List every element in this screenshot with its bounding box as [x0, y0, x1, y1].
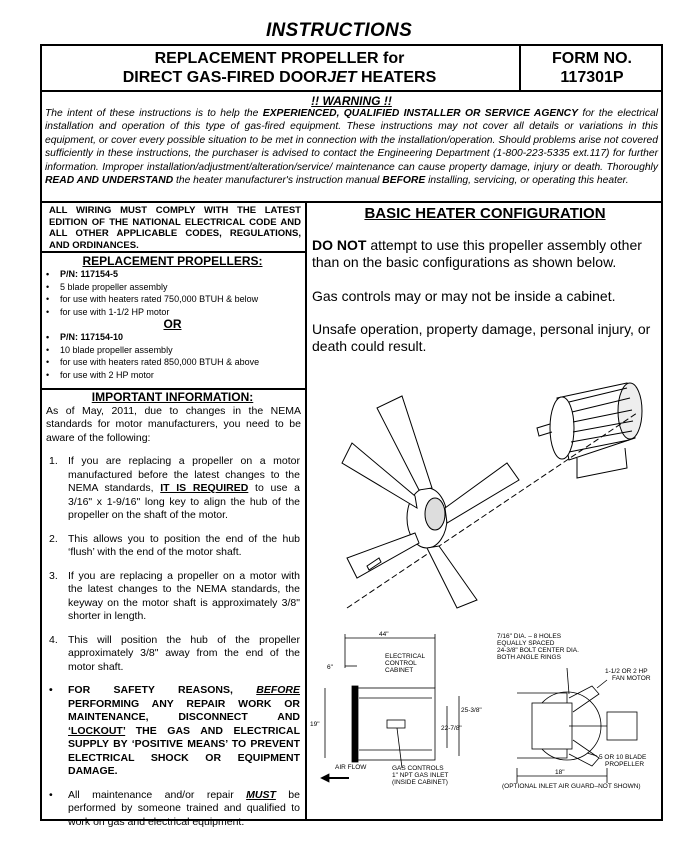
list-item: • 5 blade propeller assembly [46, 281, 305, 294]
motor-propeller-illustration [307, 368, 663, 623]
propeller-blade [427, 546, 477, 608]
title-line-1: REPLACEMENT PROPELLER for [154, 50, 405, 67]
warning-text-1: The intent of these instructions is to help the [45, 108, 263, 119]
list-item: • 10 blade propeller assembly [46, 344, 305, 357]
title-part-jet: JET [327, 69, 357, 86]
item-text: This allows you to position the end of the hub ‘flush’ with the end of the motor shaft. [68, 532, 300, 558]
replacement-propellers-section [40, 253, 305, 390]
dim-19: 19" [310, 721, 320, 728]
paragraph-text: attempt to use this propeller assembly other than on the basic configurations as shown below. [312, 237, 642, 270]
item-emphasis: MUST [246, 788, 276, 801]
list-item [40, 684, 305, 779]
title-part-a: DIRECT GAS-FIRED DOOR [122, 69, 328, 86]
title-line-2 [40, 68, 519, 87]
list-item: • for use with heaters rated 850,000 BTUH & above [46, 356, 305, 369]
dim-22: 22-7/8" [441, 725, 462, 732]
bullet: • [49, 788, 53, 801]
list-item [40, 570, 305, 624]
important-information-section [40, 390, 305, 828]
motor-front-face [550, 397, 574, 459]
holes-label-1: 7/16" DIA. – 8 HOLES [497, 633, 562, 640]
or-label: OR [163, 317, 182, 331]
fan-motor-label-2: FAN MOTOR [612, 675, 651, 682]
list-item [40, 455, 305, 523]
form-label: FORM NO. [552, 50, 632, 67]
basic-config-heading: BASIC HEATER CONFIGURATION [364, 205, 606, 222]
item-emphasis: BEFORE [256, 684, 300, 696]
bullet: • [49, 684, 53, 696]
item-text: FOR SAFETY REASONS, [68, 684, 257, 696]
basic-paragraph-1 [312, 237, 660, 271]
item-text: If you are replacing a propeller on a motor manufactured before the latest changes to the NEMA standards, [68, 455, 300, 494]
list-item [40, 533, 305, 560]
centerline [347, 413, 637, 608]
fan-motor-label-1: 1-1/2 OR 2 HP [605, 668, 648, 675]
propeller-blade [347, 533, 419, 578]
do-not-emphasis: DO NOT [312, 237, 367, 253]
basic-paragraph-2: Gas controls may or may not be inside a cabinet. [312, 288, 616, 304]
warning-text [45, 107, 658, 187]
item-text: All maintenance and/or repair [68, 788, 247, 801]
list-item [40, 789, 305, 830]
item-emphasis: IT IS REQUIRED [160, 482, 249, 494]
replacement-heading: REPLACEMENT PROPELLERS: [82, 254, 263, 268]
item-text: to use a 3/16" x 1-9/16" long key to align the hub of the propeller on the shaft of the motor. [68, 482, 300, 521]
form-number-box [521, 44, 663, 92]
gas-label-1: GAS CONTROLS [392, 765, 444, 772]
list-item: • P/N: 117154-5 [46, 268, 305, 281]
document-title [40, 44, 521, 92]
title-part-c: HEATERS [356, 69, 437, 86]
list-item: • for use with heaters rated 750,000 BTUH & below [46, 293, 305, 306]
warning-text-3: the heater manufacturer's instruction manual [173, 175, 383, 187]
item-emphasis: ‘LOCKOUT’ [68, 724, 126, 737]
holes-label-2: EQUALLY SPACED [497, 640, 555, 647]
item-number: 3. [49, 569, 58, 582]
warning-text-bold-3: BEFORE [382, 175, 426, 187]
holes-label-3: 24-3/8" BOLT CENTER DIA. [497, 647, 579, 654]
warning-heading [40, 94, 663, 108]
important-heading: IMPORTANT INFORMATION: [91, 390, 254, 404]
blade-label-1: 5 OR 10 BLADE [599, 754, 647, 761]
item-text: PERFORMING ANY REPAIR WORK OR MAINTENANCE, DISCONNECT AND [68, 697, 300, 723]
form-number: 117301P [560, 69, 624, 86]
airflow-label: AIR FLOW [335, 764, 367, 771]
dim-44: 44" [379, 631, 389, 638]
dim-18: 18" [555, 769, 565, 776]
electrical-cabinet [355, 688, 435, 760]
item-number: 2. [49, 532, 58, 545]
gas-label-2: 1" NPT GAS INLET [392, 772, 449, 779]
propeller-blade [445, 463, 519, 523]
important-intro: As of May, 2011, due to changes in the NEMA standards for motor manufacturers, you need to be aware of the following: [46, 404, 301, 444]
list-item: • P/N: 117154-10 [46, 331, 305, 344]
warning-heading-text: !! WARNING !! [311, 94, 392, 108]
guard-label: (OPTIONAL INLET AIR GUARD–NOT SHOWN) [502, 783, 641, 790]
gas-label-3: (INSIDE CABINET) [392, 779, 448, 786]
dim-25: 25-3/8" [461, 707, 482, 714]
propeller-list-1 [40, 268, 305, 318]
propeller-list-2 [40, 331, 305, 381]
item-text: If you are replacing a propeller on a motor with the latest changes to the NEMA standards, the keyway on the motor shaft is approximately 3/8" shorter in length. [68, 569, 300, 622]
list-item: • for use with 1-1/2 HP motor [46, 306, 305, 319]
basic-paragraph-3: Unsafe operation, property damage, personal injury, or death could result. [312, 321, 651, 354]
cabinet-label-1: ELECTRICAL [385, 653, 426, 660]
dim-6: 6" [327, 664, 333, 671]
motor-rear-cap [618, 383, 642, 439]
list-item [40, 634, 305, 675]
warning-text-bold-1: EXPERIENCED, QUALIFIED INSTALLER OR SERVICE AGENCY [262, 108, 578, 119]
cabinet-label-3: CABINET [385, 667, 414, 674]
item-text: be performed by someone trained and qualified to work on gas and electrical equipment. [68, 788, 300, 828]
warning-box [40, 92, 663, 203]
warning-text-bold-2: READ AND UNDERSTAND [45, 175, 174, 187]
important-list [40, 455, 305, 829]
left-column [40, 203, 307, 828]
right-column [307, 203, 663, 821]
list-item: • for use with 2 HP motor [46, 369, 305, 382]
holes-label-4: BOTH ANGLE RINGS [497, 654, 561, 661]
cabinet-label-2: CONTROL [385, 660, 417, 667]
page-title: INSTRUCTIONS [265, 20, 413, 41]
warning-text-2: for the electrical installation and operation of this type of gas-fired equipment. These instructions may not cover all details or variations in this equipment, or cover every possible situation to be met in connection with the installation/operation. Should problems arise not covered sufficiently in these instructions, the purchaser is advised to contact the Engineering Department (1-800-223-5335 ext.117) for further information. Improper installation/adjustment/alteration/service/ maintenance can cause property damage, injury or death. Thoroughly [45, 108, 659, 173]
warning-text-4: installing, servicing, or operating this heater. [425, 175, 629, 187]
item-number: 1. [49, 455, 58, 467]
wiring-notice: ALL WIRING MUST COMPLY WITH THE LATEST EDITION OF THE NATIONAL ELECTRICAL CODE AND ALL OTHER APPLICABLE CODES, REGULATIONS, AND ORDINANCES. [40, 203, 305, 253]
item-number: 4. [49, 633, 58, 646]
dimensioned-heater-drawing [307, 628, 663, 818]
item-text: This will position the hub of the propeller approximately 3/8" away from the end of the motor shaft. [68, 633, 300, 673]
item-text: THE GAS AND ELECTRICAL SUPPLY BY ‘POSITIVE MEANS’ TO PREVENT ELECTRICAL SHOCK OR EQUIPMENT DAMAGE. [68, 724, 300, 777]
blade-label-2: PROPELLER [605, 761, 645, 768]
